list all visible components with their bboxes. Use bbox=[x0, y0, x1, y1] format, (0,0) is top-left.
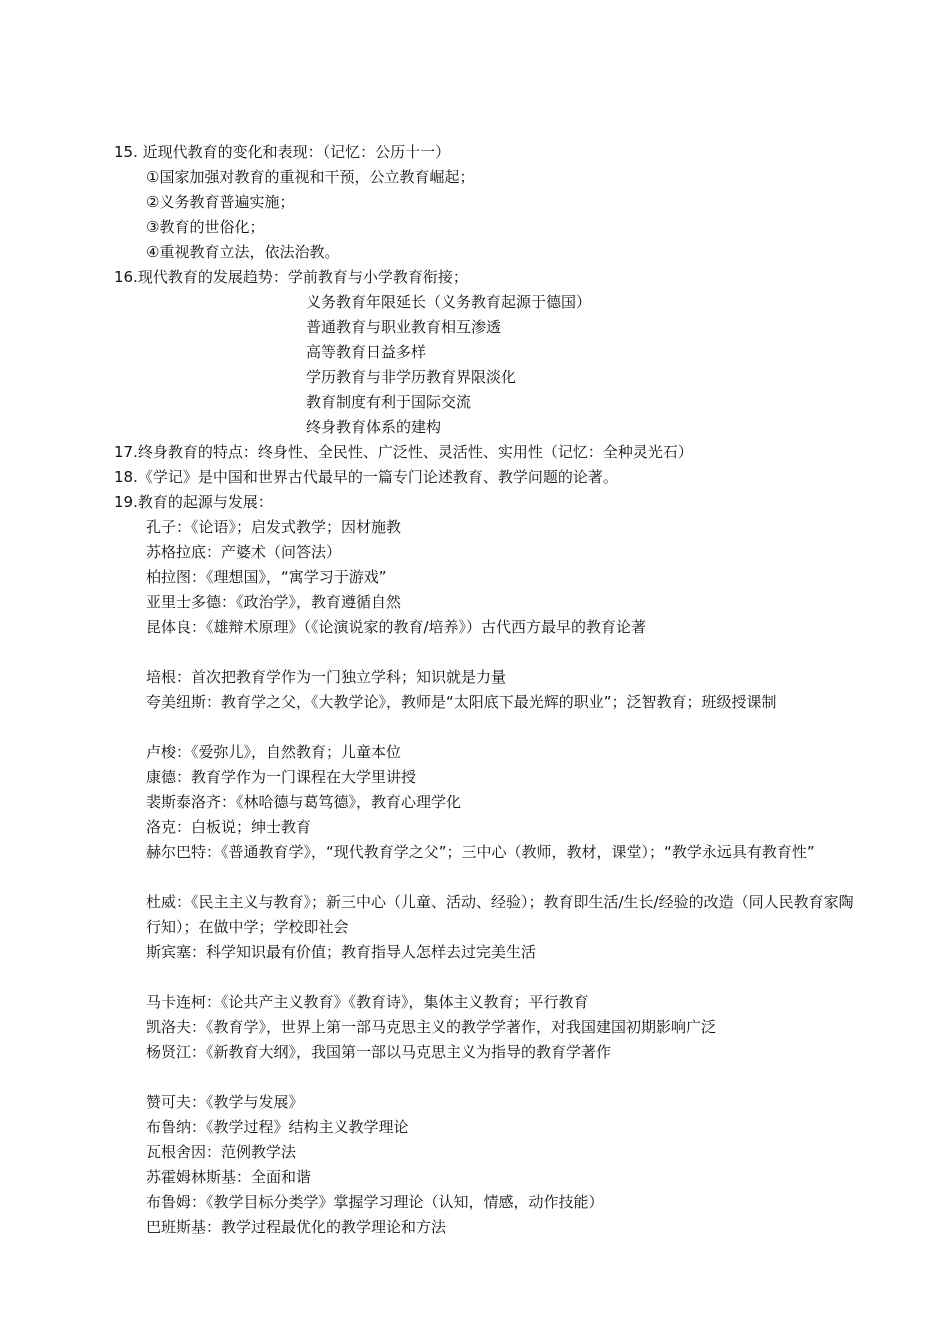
educator-entry: 亚里士多德：《政治学》，教育遵循自然 bbox=[146, 593, 402, 611]
educator-entry: 杨贤江：《新教育大纲》，我国第一部以马克思主义为指导的教育学著作 bbox=[146, 1043, 612, 1061]
educator-entry: 巴班斯基：教学过程最优化的教学理论和方法 bbox=[146, 1218, 447, 1236]
section-18-heading: 18.《学记》是中国和世界古代最早的一篇专门论述教育、教学问题的论著。 bbox=[114, 468, 618, 486]
educator-entry: 裴斯泰洛齐：《林哈德与葛笃德》，教育心理学化 bbox=[146, 793, 462, 811]
section-16-item-4: 学历教育与非学历教育界限淡化 bbox=[306, 368, 517, 386]
educator-entry: 培根：首次把教育学作为一门独立学科；知识就是力量 bbox=[146, 668, 507, 686]
educator-entry: 布鲁纳：《教学过程》结构主义教学理论 bbox=[146, 1118, 409, 1136]
educator-entry: 赫尔巴特：《普通教育学》，“现代教育学之父”；三中心（教师，教材，课堂）；“教学永远具有教育性” bbox=[146, 843, 815, 861]
educator-entry: 马卡连柯：《论共产主义教育》《教育诗》，集体主义教育；平行教育 bbox=[146, 993, 589, 1011]
educator-entry: 凯洛夫：《教育学》，世界上第一部马克思主义的教学学著作，对我国建国初期影响广泛 bbox=[146, 1018, 717, 1036]
educator-entry: 苏格拉底：产婆术（问答法） bbox=[146, 543, 342, 561]
educator-entry: 柏拉图：《理想国》，“寓学习于游戏” bbox=[146, 568, 387, 586]
section-15-item-2: ②义务教育普遍实施； bbox=[146, 193, 295, 211]
section-16-heading: 16.现代教育的发展趋势：学前教育与小学教育衔接； bbox=[114, 268, 468, 286]
educator-entry: 布鲁姆：《教学目标分类学》掌握学习理论（认知，情感，动作技能） bbox=[146, 1193, 604, 1211]
section-16-item-5: 教育制度有利于国际交流 bbox=[306, 393, 472, 411]
educator-entry: 瓦根舍因：范例教学法 bbox=[146, 1143, 297, 1161]
educator-entry: 杜威：《民主主义与教育》；新三中心（儿童、活动、经验）；教育即生活/生长/经验的改造（同人民教育家陶行知）；在做中学；学校即社会 bbox=[146, 893, 854, 936]
educator-entry: 卢梭：《爱弥儿》，自然教育；儿童本位 bbox=[146, 743, 402, 761]
educator-entry: 康德：教育学作为一门课程在大学里讲授 bbox=[146, 768, 417, 786]
section-19-heading: 19.教育的起源与发展： bbox=[114, 493, 273, 511]
educator-entry: 孔子：《论语》；启发式教学；因材施教 bbox=[146, 518, 402, 536]
section-16-item-1: 义务教育年限延长（义务教育起源于德国） bbox=[306, 293, 592, 311]
section-15-item-3: ③教育的世俗化； bbox=[146, 218, 265, 236]
educator-entry: 昆体良：《雄辩术原理》（《论演说家的教育/培养》）古代西方最早的教育论著 bbox=[146, 618, 647, 636]
educator-entry: 夸美纽斯：教育学之父，《大教学论》，教师是“太阳底下最光辉的职业”；泛智教育；班级授课制 bbox=[146, 693, 777, 711]
educator-entry: 斯宾塞：科学知识最有价值；教育指导人怎样去过完美生活 bbox=[146, 943, 537, 961]
section-17-heading: 17.终身教育的特点：终身性、全民性、广泛性、灵活性、实用性（记忆：全种灵光石） bbox=[114, 443, 693, 461]
section-15-heading: 15. 近现代教育的变化和表现：（记忆：公历十一） bbox=[114, 143, 451, 161]
educator-entry: 洛克：白板说；绅士教育 bbox=[146, 818, 312, 836]
section-15-item-1: ①国家加强对教育的重视和干预，公立教育崛起； bbox=[146, 168, 475, 186]
section-16-item-2: 普通教育与职业教育相互渗透 bbox=[306, 318, 502, 336]
section-16-item-3: 高等教育日益多样 bbox=[306, 343, 427, 361]
section-16-item-6: 终身教育体系的建构 bbox=[306, 418, 442, 436]
section-15-item-4: ④重视教育立法，依法治教。 bbox=[146, 243, 340, 261]
educator-entry: 苏霍姆林斯基：全面和谐 bbox=[146, 1168, 312, 1186]
educator-entry: 赞可夫：《教学与发展》 bbox=[146, 1093, 304, 1111]
